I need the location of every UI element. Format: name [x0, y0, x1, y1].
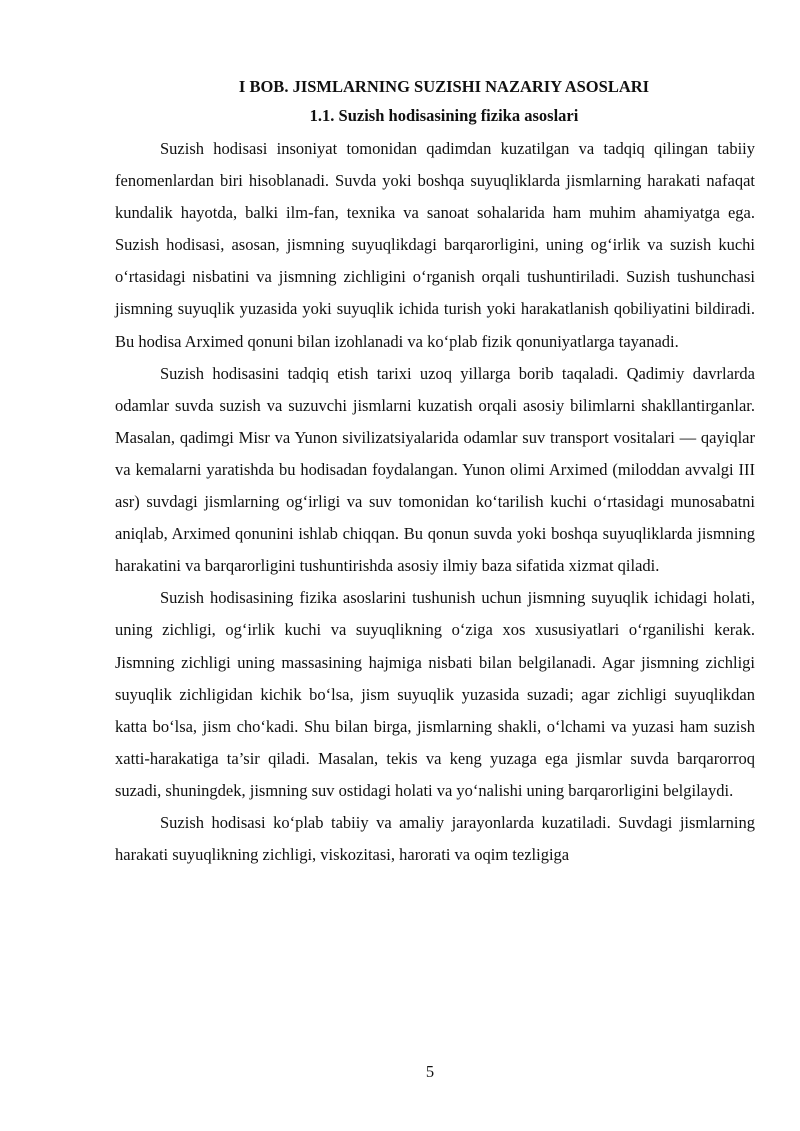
page-number: 5: [425, 1062, 435, 1081]
paragraph-2: Suzish hodisasini tadqiq etish tarixi uzoq yillarga borib taqaladi. Qadimiy davrlarda odamlar suvda suzish va suzuvchi jismlarni kuzatish orqali asosiy bilimlarni shakllantirganlar. Masalan, qadimgi Misr va Yunon sivilizatsiyalarida odamlar suv transport vositalari — qayiqlar va kemalarni yaratishda bu hodisadan foydalangan. Yunon olimi Arximed (miloddan avvalgi III asr) suvdagi jismlarning og‘irligi va suv tomonidan ko‘tarilish kuchi o‘rtasidagi munosabatni aniqlab, Arximed qonunini ishlab chiqqan. Bu qonun suvda yoki boshqa suyuqliklarda jismning harakatini va barqarorligini tushuntirishda asosiy ilmiy baza sifatida xizmat qiladi.: [115, 363, 755, 576]
paragraph-3: Suzish hodisasining fizika asoslarini tushunish uchun jismning suyuqlik ichidagi holati, uning zichligi, og‘irlik kuchi va suyuqlikning o‘ziga xos xususiyatlari o‘rganilishi kerak. Jismning zichligi uning massasining hajmiga nisbati bilan belgilanadi. Agar jismning zichligi suyuqlik zichligidan kichik bo‘lsa, jism suyuqlik yuzasida suzadi; agar zichligi suyuqlikdan katta bo‘lsa, jism cho‘kadi. Shu bilan birga, jismlarning shakli, o‘lchami va yuzasi ham suzish xatti-harakatiga ta’sir qiladi. Masalan, tekis va keng yuzaga ega jismlar suvda barqarorroq suzadi, shuningdek, jismning suv ostidagi holati va yo‘nalishi uning barqarorligini belgilaydi.: [115, 588, 755, 800]
chapter-title: I BOB. JISMLARNING SUZISHI NAZARIY ASOSLARI: [238, 77, 650, 96]
document-page: [115, 74, 755, 871]
paragraph-4: Suzish hodisasi ko‘plab tabiiy va amaliy jarayonlarda kuzatiladi. Suvdagi jismlarning harakati suyuqlikning zichligi, viskozitasi, harorati va oqim tezligiga: [115, 812, 755, 865]
section-title: 1.1. Suzish hodisasining fizika asoslari: [309, 106, 579, 125]
paragraph-1: Suzish hodisasi insoniyat tomonidan qadimdan kuzatilgan va tadqiq qilingan tabiiy fenomenlardan biri hisoblanadi. Suvda yoki boshqa suyuqliklarda jismlarning harakati nafaqat kundalik hayotda, balki ilm-fan, texnika va sanoat sohalarida ham muhim ahamiyatga ega. Suzish hodisasi, asosan, jismning suyuqlikdagi barqarorligini, uning og‘irlik va suzish kuchi o‘rtasidagi nisbatini va jismning zichligini o‘rganish orqali tushuntiriladi. Suzish tushunchasi jismning suyuqlik yuzasida yoki suyuqlik ichida turish yoki harakatlanish qobiliyatini bildiradi. Bu hodisa Arximed qonuni bilan izohlanadi va ko‘plab fizik qonuniyatlarga tayanadi.: [115, 139, 755, 351]
